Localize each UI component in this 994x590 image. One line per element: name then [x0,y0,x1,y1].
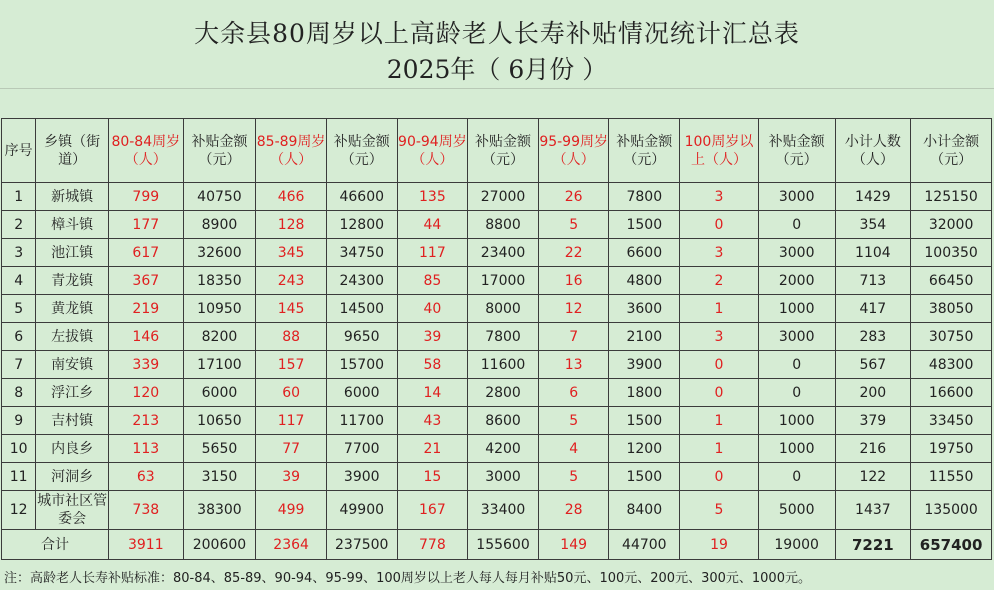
table-cell: 32000 [911,211,992,239]
table-cell: 0 [758,351,835,379]
total-cell: 19000 [758,530,835,560]
table-cell: 117 [397,239,468,267]
total-cell: 200600 [183,530,256,560]
table-cell: 4 [2,267,36,295]
table-cell: 吉村镇 [36,407,109,435]
column-header: 小计人数（人） [835,119,911,183]
total-label: 合计 [2,530,109,560]
table-cell: 146 [108,323,183,351]
total-cell: 44700 [609,530,680,560]
table-cell: 32600 [183,239,256,267]
table-cell: 1500 [609,463,680,491]
column-header: 序号 [2,119,36,183]
table-cell: 左拔镇 [36,323,109,351]
table-cell: 38300 [183,491,256,530]
table-cell: 135000 [911,491,992,530]
table-row [2,239,992,267]
table-cell: 0 [758,211,835,239]
table-cell: 7800 [609,183,680,211]
table-cell: 6000 [183,379,256,407]
table-cell: 1104 [835,239,911,267]
table-cell: 7 [2,351,36,379]
sheet-title [0,0,994,88]
table-cell: 213 [108,407,183,435]
table-cell: 200 [835,379,911,407]
table-cell: 14500 [326,295,397,323]
total-cell: 3911 [108,530,183,560]
table-cell: 216 [835,435,911,463]
table-cell: 17000 [468,267,539,295]
table-cell: 85 [397,267,468,295]
table-cell: 40 [397,295,468,323]
table-cell: 10950 [183,295,256,323]
column-header: 小计金额（元） [911,119,992,183]
table-cell: 1000 [758,407,835,435]
table-cell: 内良乡 [36,435,109,463]
column-header: 补贴金额（元） [183,119,256,183]
table-cell: 1 [2,183,36,211]
table-cell: 125150 [911,183,992,211]
column-header: 乡镇（街道） [36,119,109,183]
table-cell: 黄龙镇 [36,295,109,323]
table-cell: 46600 [326,183,397,211]
title-line-2: 2025年（ 6月份 ） [386,55,608,84]
table-cell: 3000 [758,239,835,267]
column-header: 100周岁以上（人） [680,119,759,183]
table-cell: 新城镇 [36,183,109,211]
table-cell: 1000 [758,295,835,323]
table-cell: 567 [835,351,911,379]
table-cell: 9 [2,407,36,435]
total-cell: 657400 [911,530,992,560]
table-cell: 5000 [758,491,835,530]
table-cell: 0 [680,463,759,491]
table-cell: 12800 [326,211,397,239]
total-cell: 2364 [256,530,327,560]
table-cell: 1437 [835,491,911,530]
table-cell: 177 [108,211,183,239]
table-cell: 3000 [468,463,539,491]
table-cell: 8200 [183,323,256,351]
table-cell: 417 [835,295,911,323]
table-cell: 100350 [911,239,992,267]
table-cell: 6 [2,323,36,351]
table-cell: 樟斗镇 [36,211,109,239]
table-cell: 南安镇 [36,351,109,379]
table-cell: 7700 [326,435,397,463]
table-cell: 8 [2,379,36,407]
table-cell: 10 [2,435,36,463]
table-cell: 167 [397,491,468,530]
blank-row [0,88,994,119]
table-cell: 3150 [183,463,256,491]
table-cell: 26 [538,183,609,211]
table-cell: 1500 [609,407,680,435]
table-cell: 22 [538,239,609,267]
table-cell: 379 [835,407,911,435]
table-cell: 9650 [326,323,397,351]
table-cell: 145 [256,295,327,323]
table-cell: 15 [397,463,468,491]
table-cell: 8600 [468,407,539,435]
table-cell: 池江镇 [36,239,109,267]
table-cell: 354 [835,211,911,239]
table-cell: 3 [680,239,759,267]
total-cell: 155600 [468,530,539,560]
table-cell: 60 [256,379,327,407]
table-cell: 3900 [326,463,397,491]
table-cell: 青龙镇 [36,267,109,295]
table-cell: 12 [2,491,36,530]
table-cell: 4200 [468,435,539,463]
table-cell: 5 [538,407,609,435]
table-cell: 浮江乡 [36,379,109,407]
column-header: 补贴金额（元） [609,119,680,183]
table-cell: 120 [108,379,183,407]
table-cell: 3 [680,323,759,351]
table-cell: 15700 [326,351,397,379]
table-cell: 367 [108,267,183,295]
total-cell: 778 [397,530,468,560]
table-cell: 16600 [911,379,992,407]
table-cell: 466 [256,183,327,211]
table-cell: 219 [108,295,183,323]
table-cell: 2800 [468,379,539,407]
table-cell: 2100 [609,323,680,351]
table-cell: 6600 [609,239,680,267]
table-row [2,351,992,379]
table-cell: 117 [256,407,327,435]
table-cell: 345 [256,239,327,267]
table-cell: 27000 [468,183,539,211]
table-cell: 39 [256,463,327,491]
table-cell: 5 [538,463,609,491]
title-line-1: 大余县80周岁以上高龄老人长寿补贴情况统计汇总表 [194,19,800,48]
column-header: 补贴金额（元） [468,119,539,183]
table-cell: 243 [256,267,327,295]
table-cell: 5650 [183,435,256,463]
table-cell: 11700 [326,407,397,435]
table-cell: 5 [680,491,759,530]
table-cell: 8400 [609,491,680,530]
total-row [2,530,992,560]
table-cell: 157 [256,351,327,379]
table-cell: 12 [538,295,609,323]
table-cell: 18350 [183,267,256,295]
table-cell: 738 [108,491,183,530]
table-cell: 38050 [911,295,992,323]
table-cell: 0 [680,379,759,407]
total-cell: 149 [538,530,609,560]
table-cell: 48300 [911,351,992,379]
column-header: 补贴金额（元） [758,119,835,183]
table-cell: 4800 [609,267,680,295]
table-cell: 63 [108,463,183,491]
column-header: 85-89周岁（人） [256,119,327,183]
table-cell: 58 [397,351,468,379]
table-cell: 0 [680,211,759,239]
table-cell: 1800 [609,379,680,407]
table-cell: 6000 [326,379,397,407]
table-row [2,211,992,239]
table-cell: 16 [538,267,609,295]
subsidy-table [1,118,992,560]
table-cell: 3000 [758,183,835,211]
table-cell: 39 [397,323,468,351]
table-cell: 135 [397,183,468,211]
table-row [2,295,992,323]
table-row [2,491,992,530]
table-cell: 6 [538,379,609,407]
table-cell: 7 [538,323,609,351]
table-cell: 617 [108,239,183,267]
total-cell: 237500 [326,530,397,560]
table-cell: 30750 [911,323,992,351]
column-header: 补贴金额（元） [326,119,397,183]
table-cell: 3 [2,239,36,267]
table-cell: 8800 [468,211,539,239]
column-header: 80-84周岁（人） [108,119,183,183]
header-row [2,119,992,183]
table-cell: 1 [680,435,759,463]
table-cell: 10650 [183,407,256,435]
table-cell: 0 [758,379,835,407]
table-cell: 8900 [183,211,256,239]
table-cell: 77 [256,435,327,463]
table-cell: 2000 [758,267,835,295]
table-cell: 河洞乡 [36,463,109,491]
table-cell: 3900 [609,351,680,379]
table-cell: 17100 [183,351,256,379]
table-cell: 33450 [911,407,992,435]
table-cell: 2 [680,267,759,295]
table-cell: 66450 [911,267,992,295]
table-cell: 21 [397,435,468,463]
table-cell: 339 [108,351,183,379]
table-cell: 24300 [326,267,397,295]
table-row [2,183,992,211]
table-cell: 11550 [911,463,992,491]
table-row [2,463,992,491]
table-cell: 128 [256,211,327,239]
table-cell: 499 [256,491,327,530]
table-row [2,267,992,295]
table-row [2,379,992,407]
table-cell: 49900 [326,491,397,530]
table-cell: 113 [108,435,183,463]
table-cell: 2 [2,211,36,239]
table-cell: 19750 [911,435,992,463]
table-cell: 44 [397,211,468,239]
table-cell: 7800 [468,323,539,351]
table-cell: 283 [835,323,911,351]
table-cell: 0 [680,351,759,379]
table-cell: 13 [538,351,609,379]
footnote: 注：高龄老人长寿补贴标准：80-84、85-89、90-94、95-99、100周岁以上老人每人每月补贴50元、100元、200元、300元、1000元。 [4,571,811,586]
table-cell: 0 [758,463,835,491]
table-cell: 5 [538,211,609,239]
table-cell: 11600 [468,351,539,379]
table-cell: 40750 [183,183,256,211]
table-row [2,435,992,463]
table-cell: 1200 [609,435,680,463]
column-header: 95-99周岁（人） [538,119,609,183]
table-cell: 1 [680,407,759,435]
table-cell: 28 [538,491,609,530]
table-cell: 4 [538,435,609,463]
table-cell: 8000 [468,295,539,323]
table-cell: 3 [680,183,759,211]
table-cell: 33400 [468,491,539,530]
table-cell: 城市社区管委会 [36,491,109,530]
table-cell: 1 [680,295,759,323]
table-cell: 3600 [609,295,680,323]
table-cell: 34750 [326,239,397,267]
table-cell: 11 [2,463,36,491]
table-cell: 1500 [609,211,680,239]
table-cell: 1429 [835,183,911,211]
table-row [2,407,992,435]
table-cell: 88 [256,323,327,351]
table-row [2,323,992,351]
total-cell: 19 [680,530,759,560]
table-cell: 713 [835,267,911,295]
table-cell: 23400 [468,239,539,267]
table-cell: 3000 [758,323,835,351]
table-cell: 1000 [758,435,835,463]
table-cell: 43 [397,407,468,435]
table-cell: 14 [397,379,468,407]
table-cell: 799 [108,183,183,211]
table-cell: 122 [835,463,911,491]
column-header: 90-94周岁（人） [397,119,468,183]
table-cell: 5 [2,295,36,323]
total-cell: 7221 [835,530,911,560]
